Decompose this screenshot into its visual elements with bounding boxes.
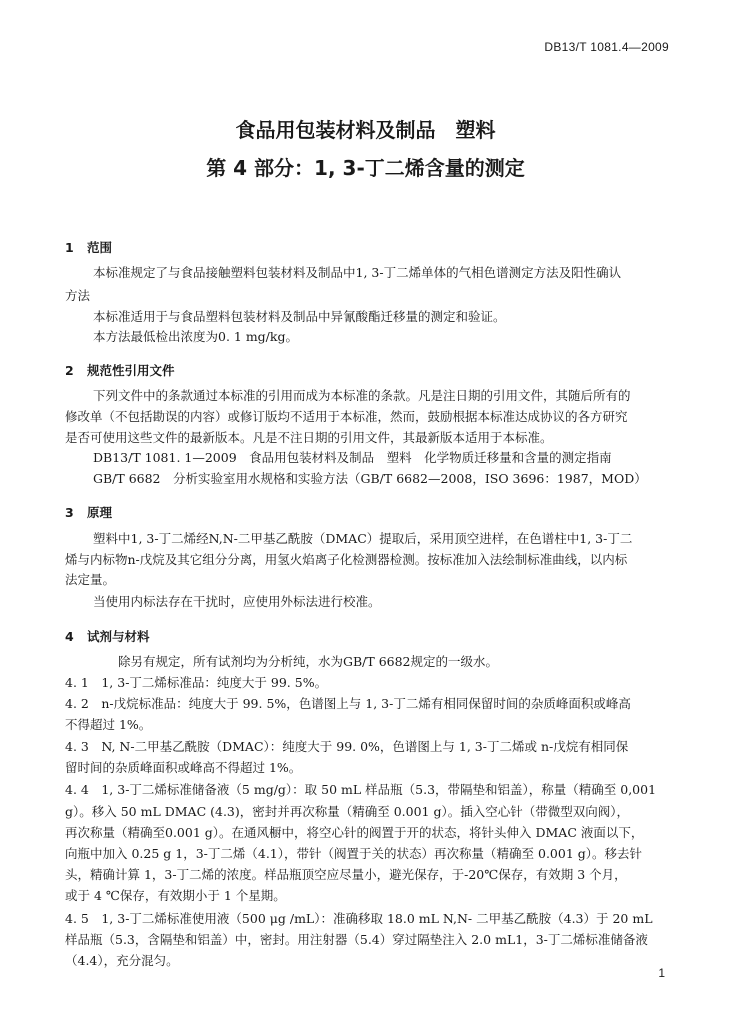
paragraph-line: （4.4），充分混匀。: [65, 953, 179, 968]
paragraph-line: 下列文件中的条款通过本标准的引用而成为本标准的条款。凡是注日期的引用文件，其随后所有的: [93, 388, 631, 403]
paragraph-line: 再次称量（精确至0.001 g）。在通风橱中，将空心针的阀置于开的状态，将针头伸入 DMAC 液面以下，: [65, 825, 644, 840]
section-title: 原理: [87, 505, 113, 520]
paragraph-line: 头，精确计算 1，3-丁二烯的浓度。样品瓶顶空应尽量小，避光保存，于-20℃保存，有效期 3 个月，: [65, 867, 627, 882]
reference-item: DB13/T 1081. 1—2009 食品用包装材料及制品 塑料 化学物质迁移量和含量的测定指南: [93, 450, 612, 465]
paragraph-line: 修改单（不包括勘误的内容）或修订版均不适用于本标准，然而，鼓励根据本标准达成协议的各方研究: [65, 409, 628, 424]
clause-4-2: 4. 2 n-戊烷标准品：纯度大于 99. 5%，色谱图上与 1, 3-丁二烯有相同保留时间的杂质峰面积或峰高: [65, 696, 631, 711]
document-title-line2: 第 4 部分：1, 3-丁二烯含量的测定: [206, 156, 525, 180]
paragraph-line: 本方法最低检出浓度为0. 1 mg/kg。: [93, 329, 298, 344]
paragraph-line: 不得超过 1%。: [65, 717, 152, 732]
paragraph-line: 本标准规定了与食品接触塑料包装材料及制品中1, 3-丁二烯单体的气相色谱测定方法及阳性确认: [93, 265, 622, 280]
paragraph-line: 法定量。: [65, 572, 116, 587]
section-number: 3: [65, 505, 74, 520]
section-4-heading: [65, 627, 150, 645]
section-1-heading: [65, 238, 112, 256]
section-title: 规范性引用文件: [87, 363, 175, 378]
paragraph-line: g）。移入 50 mL DMAC (4.3)，密封并再次称量（精确至 0.001 g）。插入空心针（带微型双向阀），: [65, 804, 629, 819]
clause-4-5: 4. 5 1, 3-丁二烯标准使用液（500 μg /mL）：准确移取 18.0 mL N,N- 二甲基乙酰胺（4.3）于 20 mL: [65, 911, 653, 926]
document-title-line1: 食品用包装材料及制品 塑料: [235, 118, 496, 142]
paragraph-line: 样品瓶（5.3，含隔垫和铝盖）中，密封。用注射器（5.4）穿过隔垫注入 2.0 mL1，3-丁二烯标准储备液: [65, 932, 648, 947]
paragraph-line: 留时间的杂质峰面积或峰高不得超过 1%。: [65, 760, 302, 775]
section-number: 1: [65, 240, 74, 255]
section-number: 2: [65, 363, 74, 378]
section-number: 4: [65, 629, 74, 644]
page-number: 1: [658, 966, 665, 980]
section-title: 试剂与材料: [87, 629, 150, 644]
paragraph-line: 是否可使用这些文件的最新版本。凡是不注日期的引用文件，其最新版本适用于本标准。: [65, 430, 553, 445]
section-title: 范围: [87, 240, 113, 255]
paragraph-line: 塑料中1, 3-丁二烯经N,N-二甲基乙酰胺（DMAC）提取后，采用顶空进样，在色谱柱中1, 3-丁二: [93, 531, 633, 546]
paragraph-line: 向瓶中加入 0.25 g 1，3-丁二烯（4.1），带针（阀置于关的状态）再次称量（精确至 0.001 g）。移去针: [65, 846, 642, 861]
section-3-heading: [65, 503, 112, 521]
reference-item: GB/T 6682 分析实验室用水规格和实验方法（GB/T 6682—2008，ISO 3696：1987，MOD）: [93, 471, 647, 486]
clause-4-1: 4. 1 1, 3-丁二烯标准品：纯度大于 99. 5%。: [65, 675, 328, 690]
section-2-heading: [65, 361, 175, 379]
paragraph-line: 方法: [65, 288, 91, 303]
paragraph-line: 本标准适用于与食品塑料包装材料及制品中异氰酸酯迁移量的测定和验证。: [93, 309, 506, 324]
paragraph-line: 或于 4 ℃保存，有效期小于 1 个星期。: [65, 888, 286, 903]
standard-code: DB13/T 1081.4—2009: [544, 40, 669, 54]
clause-4-4: 4. 4 1, 3-丁二烯标准储备液（5 mg/g）：取 50 mL 样品瓶（5.3，带隔垫和铝盖），称量（精确至 0,001: [65, 782, 657, 797]
paragraph-line: 当使用内标法存在干扰时，应使用外标法进行校准。: [93, 594, 381, 609]
paragraph-line: 烯与内标物n-戊烷及其它组分分离，用氢火焰离子化检测器检测。按标准加入法绘制标准曲线，以内标: [65, 552, 628, 567]
paragraph-line: 除另有规定，所有试剂均为分析纯，水为GB/T 6682规定的一级水。: [118, 654, 499, 669]
clause-4-3: 4. 3 N, N-二甲基乙酰胺（DMAC）：纯度大于 99. 0%，色谱图上与 1, 3-丁二烯或 n-戊烷有相同保: [65, 739, 629, 754]
